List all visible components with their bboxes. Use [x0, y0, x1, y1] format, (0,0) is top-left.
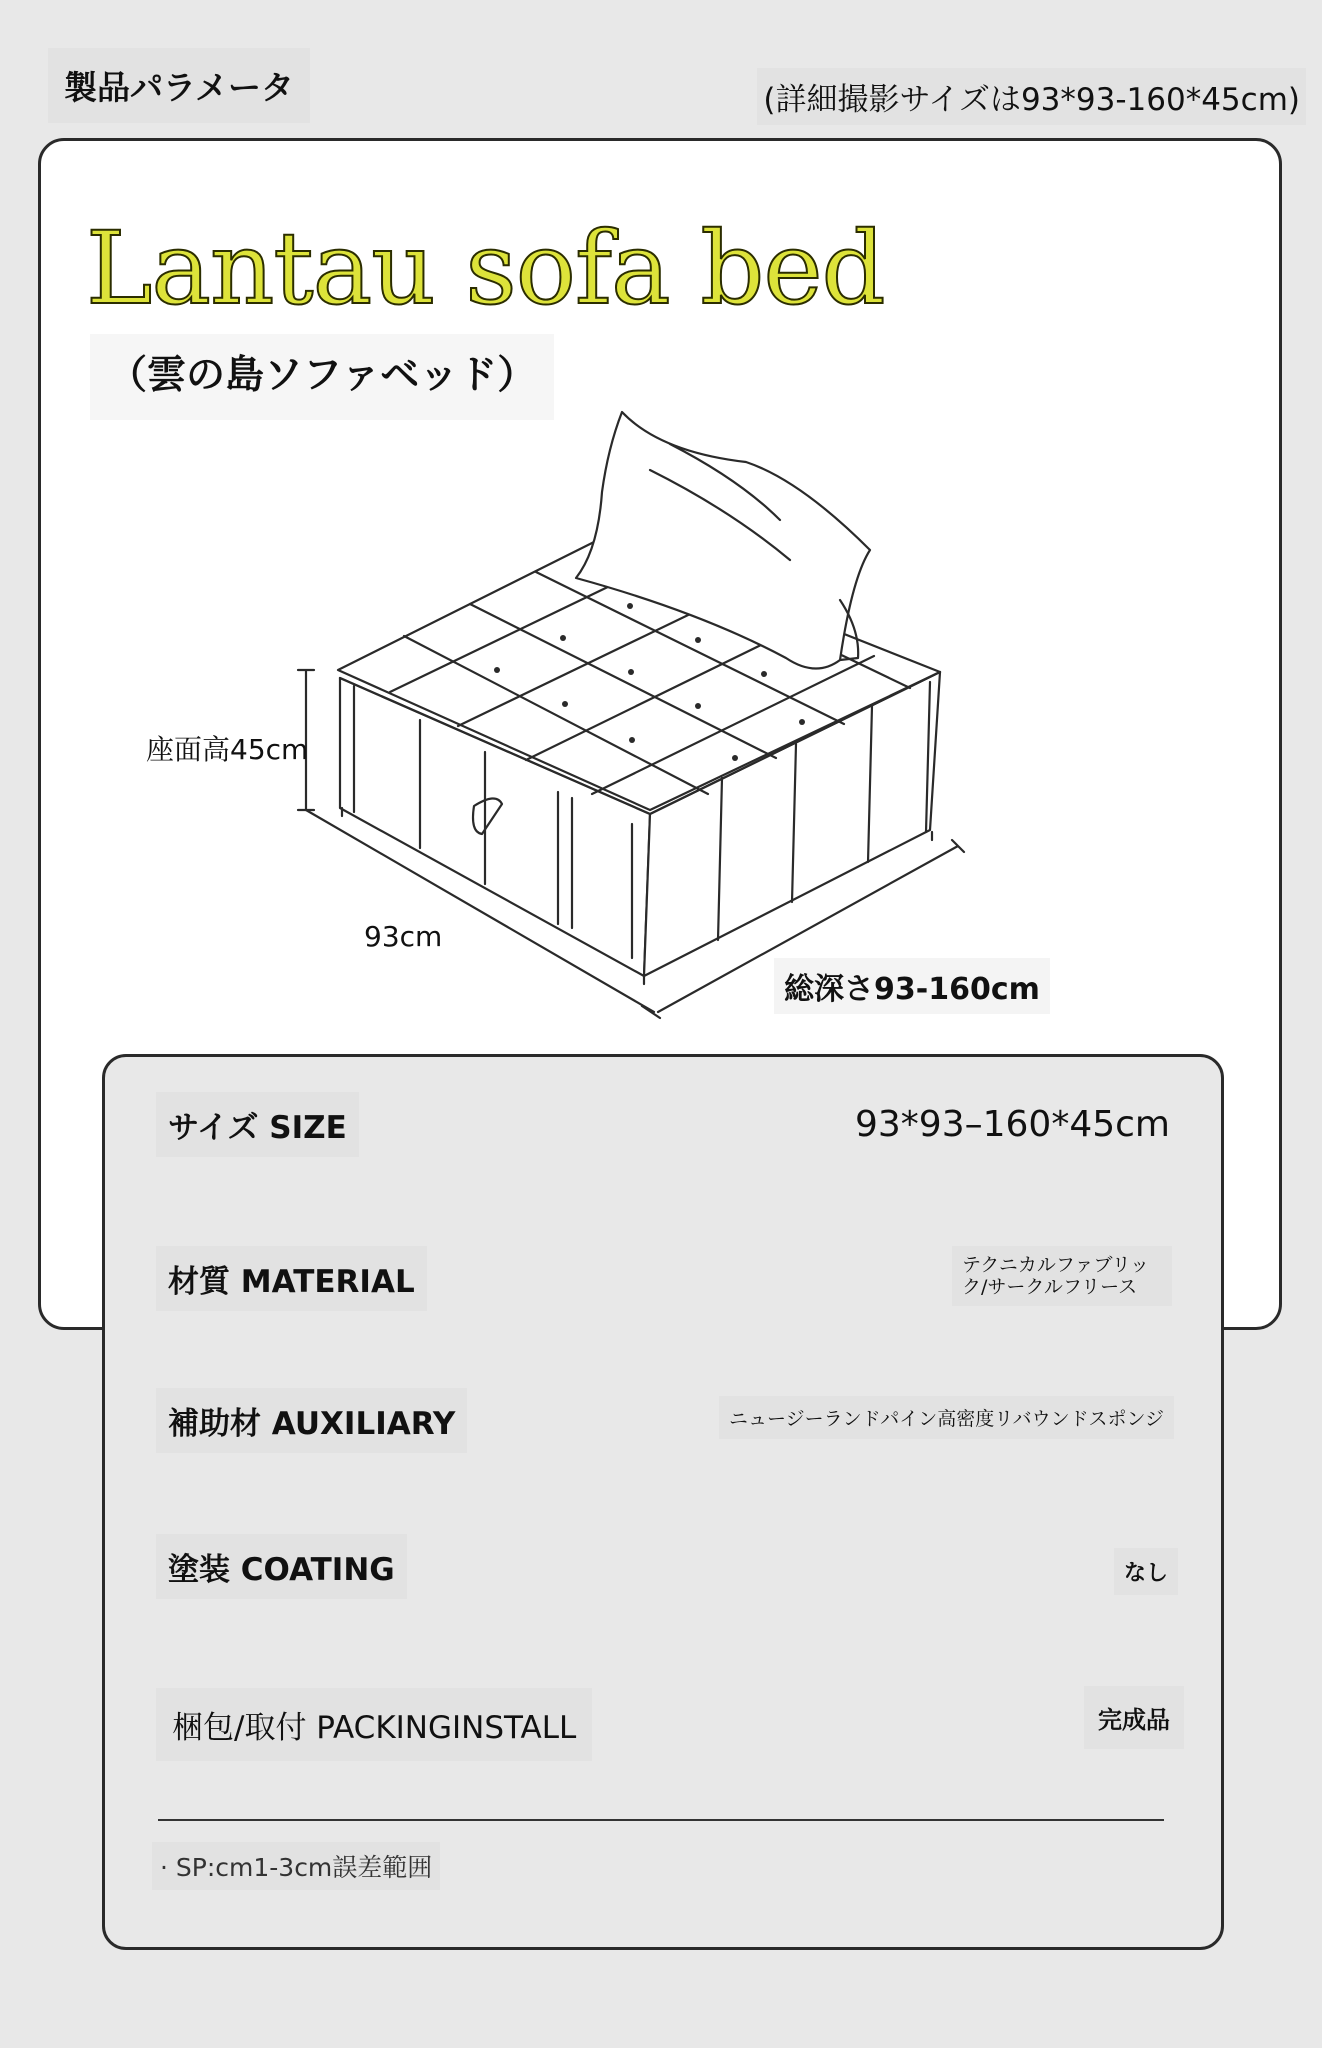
width-label: 93cm [364, 920, 443, 953]
sofa-bed-illustration [140, 400, 1000, 1040]
spec-auxiliary-value: ニュージーランドパイン高密度リバウンドスポンジ [719, 1396, 1174, 1439]
product-title: Lantau sofa bed [86, 210, 885, 327]
seat-height-label: 座面高45cm [146, 733, 309, 766]
spec-size-value: 93*93–160*45cm [855, 1104, 1170, 1145]
spec-auxiliary-label: 補助材 AUXILIARY [156, 1388, 467, 1453]
product-subtitle: （雲の島ソファベッド） [90, 334, 554, 420]
spec-size-label: サイズ SIZE [156, 1092, 359, 1157]
spec-material-value: テクニカルファブリック/サークルフリース [952, 1246, 1172, 1306]
spec-packing-label: 梱包/取付 PACKINGINSTALL [156, 1688, 592, 1761]
spec-packing-value: 完成品 [1084, 1686, 1184, 1749]
spec-material-label: 材質 MATERIAL [156, 1246, 427, 1311]
detail-size-note: (詳細撮影サイズは93*93-160*45cm) [757, 68, 1306, 125]
spec-table-card [102, 1054, 1224, 1950]
spec-coating-label: 塗装 COATING [156, 1534, 407, 1599]
tolerance-footnote: · SP:cm1-3cm誤差範囲 [152, 1842, 440, 1890]
total-depth-label: 総深さ93-160cm [774, 958, 1050, 1014]
spec-divider [158, 1819, 1164, 1821]
page-heading: 製品パラメータ [48, 48, 310, 123]
spec-coating-value: なし [1114, 1548, 1178, 1595]
